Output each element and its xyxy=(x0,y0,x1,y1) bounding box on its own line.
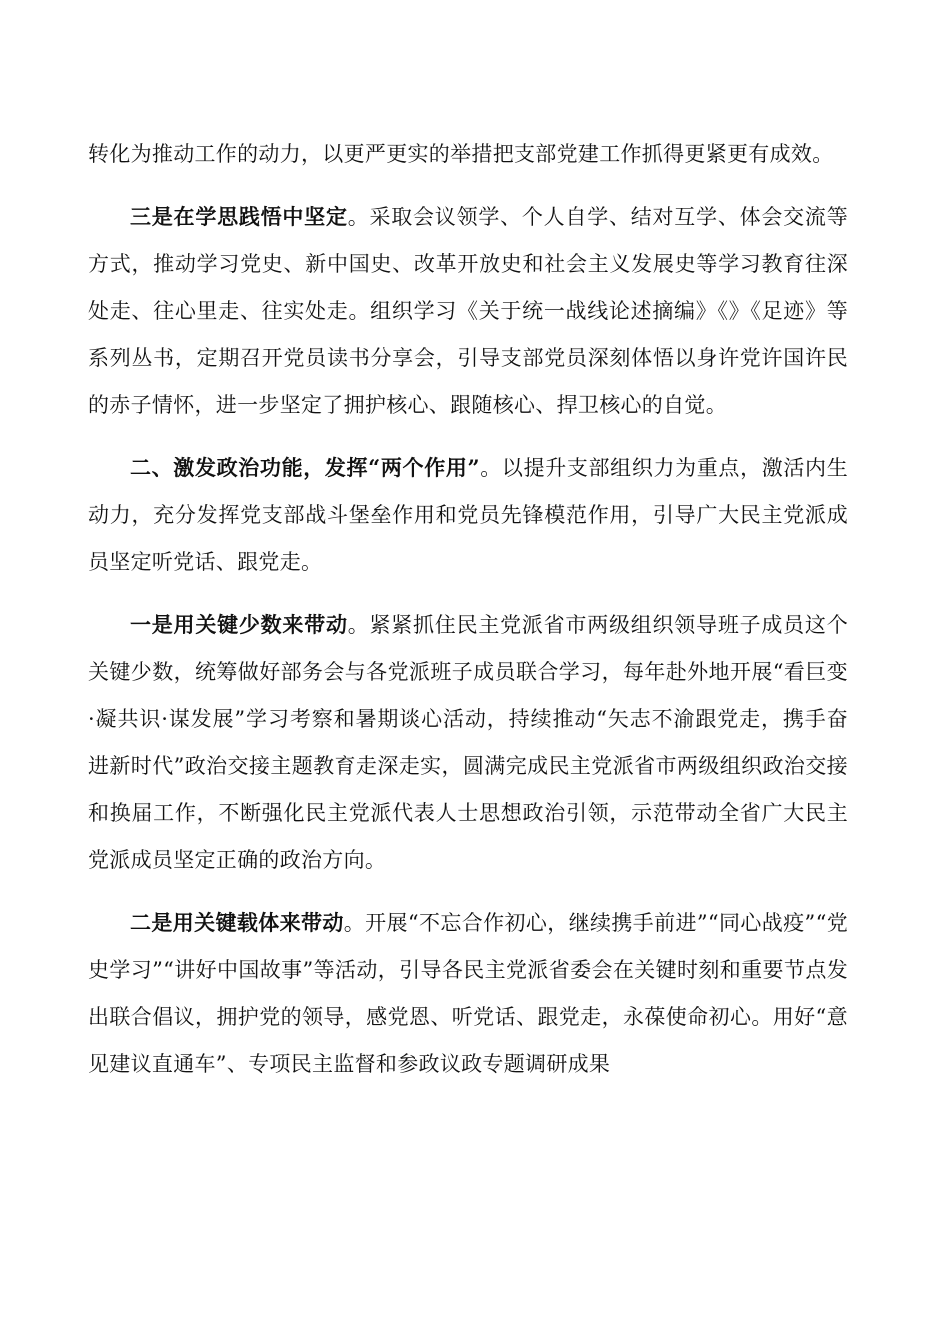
paragraph-heading: 二是用关键载体来带动 xyxy=(130,910,344,935)
paragraph-text: 转化为推动工作的动力，以更严更实的举措把支部党建工作抓得更紧更有成效。 xyxy=(88,142,834,166)
paragraph-text: 。开展“不忘合作初心，继续携手前进”“同心战疫”“党史学习”“讲好中国故事”等活动，引导各民主党派省委会在关键时刻和重要节点发出联合倡议，拥护党的领导，感党恩、听党话、跟党走，永葆使命初心。用好“意见建议直通车”、专项民主监督和参政议政专题调研成果 xyxy=(88,911,848,1076)
paragraph-three-learning xyxy=(88,193,848,429)
paragraph-heading: 一是用关键少数来带动 xyxy=(130,612,348,637)
paragraph-continuation xyxy=(88,131,848,178)
paragraph-heading: 三是在学思践悟中坚定 xyxy=(130,204,348,229)
section-heading-two xyxy=(88,444,848,586)
section-heading: 二、激发政治功能，发挥“两个作用” xyxy=(130,455,480,480)
paragraph-text: 。采取会议领学、个人自学、结对互学、体会交流等方式，推动学习党史、新中国史、改革开放史和社会主义发展史等学习教育往深处走、往心里走、往实处走。组织学习《关于统一战线论述摘编》《》《足迹》等系列丛书，定期召开党员读书分享会，引导支部党员深刻体悟以身许党许国许民的赤子情怀，进一步坚定了拥护核心、跟随核心、捍卫核心的自觉。 xyxy=(88,205,848,417)
paragraph-two-key-carrier xyxy=(88,899,848,1088)
paragraph-text: 。以提升支部组织力为重点，激活内生动力，充分发挥党支部战斗堡垒作用和党员先锋模范作用，引导广大民主党派成员坚定听党话、跟党走。 xyxy=(88,456,848,574)
paragraph-one-key-minority xyxy=(88,601,848,884)
document-body xyxy=(88,131,848,1088)
paragraph-text: 。紧紧抓住民主党派省市两级组织领导班子成员这个关键少数，统筹做好部务会与各党派班子成员联合学习，每年赴外地开展“看巨变·凝共识·谋发展”学习考察和暑期谈心活动，持续推动“矢志不渝跟党走，携手奋进新时代”政治交接主题教育走深走实，圆满完成民主党派省市两级组织政治交接和换届工作，不断强化民主党派代表人士思想政治引领，示范带动全省广大民主党派成员坚定正确的政治方向。 xyxy=(88,613,848,872)
